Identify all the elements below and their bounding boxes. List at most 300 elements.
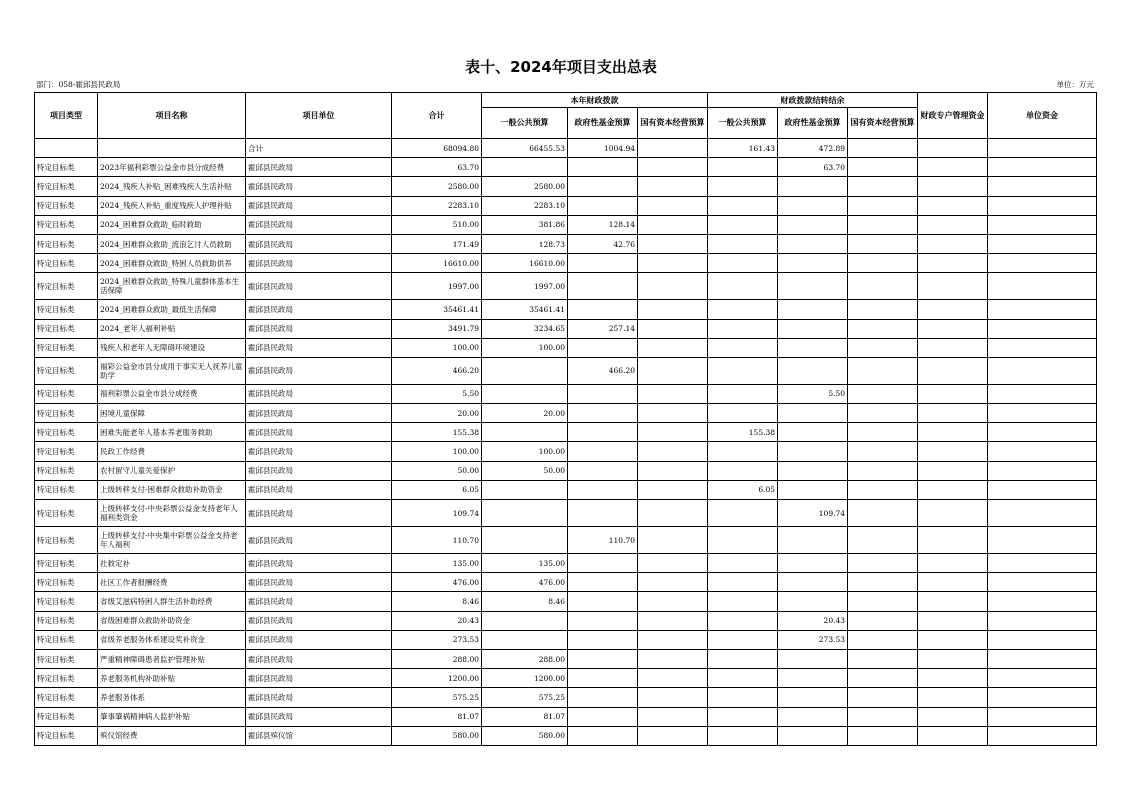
table-row: [35, 527, 1097, 554]
cell-carry-state-capital: [848, 480, 918, 499]
cell-total: 5.50: [392, 384, 482, 403]
cell-type: 特定目标类: [35, 669, 98, 688]
cell-carry-gov-fund: [778, 338, 848, 357]
cell-name: 省级困难群众救助补助资金: [98, 611, 246, 630]
cell-carry-general: [708, 338, 778, 357]
cell-general: 288.00: [482, 649, 568, 668]
cell-type: 特定目标类: [35, 573, 98, 592]
cell-carry-general: [708, 404, 778, 423]
cell-type: 特定目标类: [35, 726, 98, 745]
cell-special-mgmt: [918, 527, 988, 554]
table-row: [35, 554, 1097, 573]
cell-carry-gov-fund: [778, 215, 848, 234]
cell-org: 霍邱县民政局: [246, 423, 392, 442]
cell-type: 特定目标类: [35, 404, 98, 423]
cell-general: 2580.00: [482, 177, 568, 196]
cell-gov-fund: 110.70: [568, 527, 638, 554]
table-row: [35, 480, 1097, 499]
cell-state-capital: [638, 300, 708, 319]
cell-total: 155.38: [392, 423, 482, 442]
cell-carry-gov-fund: 63.70: [778, 158, 848, 177]
cell-state-capital: [638, 423, 708, 442]
cell-special-mgmt: [918, 461, 988, 480]
cell-state-capital: [638, 254, 708, 273]
cell-carry-general: [708, 554, 778, 573]
cell-carry-gov-fund: [778, 357, 848, 384]
total-special-mgmt: [918, 139, 988, 158]
cell-unit-fund: [988, 273, 1097, 300]
cell-general: 2283.10: [482, 196, 568, 215]
cell-carry-general: [708, 357, 778, 384]
cell-type: 特定目标类: [35, 611, 98, 630]
cell-carry-general: [708, 649, 778, 668]
cell-special-mgmt: [918, 357, 988, 384]
cell-org: 霍邱县民政局: [246, 158, 392, 177]
cell-type: 特定目标类: [35, 442, 98, 461]
cell-unit-fund: [988, 384, 1097, 403]
cell-carry-state-capital: [848, 254, 918, 273]
cell-unit-fund: [988, 726, 1097, 745]
cell-type: 特定目标类: [35, 630, 98, 649]
table-row: [35, 300, 1097, 319]
cell-org: 霍邱县民政局: [246, 554, 392, 573]
cell-state-capital: [638, 177, 708, 196]
cell-carry-gov-fund: 273.53: [778, 630, 848, 649]
cell-unit-fund: [988, 300, 1097, 319]
cell-carry-state-capital: [848, 404, 918, 423]
cell-unit-fund: [988, 554, 1097, 573]
cell-name: 2024_困难群众救助_特殊儿童群体基本生活保障: [98, 273, 246, 300]
cell-carry-state-capital: [848, 461, 918, 480]
cell-name: 2024_困难群众救助_最低生活保障: [98, 300, 246, 319]
cell-carry-state-capital: [848, 688, 918, 707]
cell-unit-fund: [988, 196, 1097, 215]
cell-general: [482, 480, 568, 499]
col-header-total: 合计: [392, 93, 482, 139]
group-header-current: 本年财政拨款: [482, 93, 708, 108]
cell-carry-state-capital: [848, 649, 918, 668]
cell-carry-state-capital: [848, 726, 918, 745]
cell-org: 霍邱县民政局: [246, 630, 392, 649]
cell-type: 特定目标类: [35, 649, 98, 668]
cell-name: 殡仪馆经费: [98, 726, 246, 745]
cell-general: 16610.00: [482, 254, 568, 273]
cell-special-mgmt: [918, 177, 988, 196]
cell-carry-general: [708, 442, 778, 461]
cell-special-mgmt: [918, 300, 988, 319]
cell-gov-fund: [568, 630, 638, 649]
cell-carry-state-capital: [848, 215, 918, 234]
unit-label: 单位：万元: [1056, 80, 1094, 89]
cell-special-mgmt: [918, 611, 988, 630]
cell-total: 20.43: [392, 611, 482, 630]
cell-carry-general: [708, 300, 778, 319]
cell-special-mgmt: [918, 338, 988, 357]
cell-unit-fund: [988, 611, 1097, 630]
header-row-1: [35, 93, 1097, 108]
cell-carry-gov-fund: [778, 177, 848, 196]
cell-gov-fund: [568, 423, 638, 442]
cell-carry-state-capital: [848, 630, 918, 649]
cell-unit-fund: [988, 688, 1097, 707]
col-header-state-capital: 国有资本经营预算: [638, 108, 708, 139]
total-total: 68094.80: [392, 139, 482, 158]
cell-special-mgmt: [918, 442, 988, 461]
cell-carry-state-capital: [848, 500, 918, 527]
table-row: [35, 338, 1097, 357]
cell-name: 严重精神障碍患者监护管理补贴: [98, 649, 246, 668]
cell-state-capital: [638, 649, 708, 668]
cell-org: 霍邱县民政局: [246, 573, 392, 592]
cell-unit-fund: [988, 707, 1097, 726]
cell-general: 100.00: [482, 338, 568, 357]
table-row: [35, 442, 1097, 461]
cell-carry-general: [708, 669, 778, 688]
table-row: [35, 234, 1097, 253]
cell-total: 100.00: [392, 338, 482, 357]
cell-state-capital: [638, 319, 708, 338]
cell-unit-fund: [988, 480, 1097, 499]
cell-gov-fund: [568, 649, 638, 668]
cell-name: 养老服务机构补助补贴: [98, 669, 246, 688]
cell-general: 476.00: [482, 573, 568, 592]
cell-total: 63.70: [392, 158, 482, 177]
total-state-capital: [638, 139, 708, 158]
cell-type: 特定目标类: [35, 273, 98, 300]
cell-carry-general: [708, 527, 778, 554]
cell-general: 81.07: [482, 707, 568, 726]
cell-name: 社区工作者报酬经费: [98, 573, 246, 592]
col-header-special-mgmt: 财政专户管理资金: [918, 93, 988, 139]
cell-state-capital: [638, 707, 708, 726]
cell-carry-gov-fund: [778, 726, 848, 745]
cell-carry-general: [708, 592, 778, 611]
cell-gov-fund: [568, 404, 638, 423]
cell-state-capital: [638, 384, 708, 403]
cell-general: 575.25: [482, 688, 568, 707]
cell-carry-general: [708, 254, 778, 273]
cell-org: 霍邱县民政局: [246, 338, 392, 357]
cell-unit-fund: [988, 215, 1097, 234]
cell-carry-gov-fund: [778, 649, 848, 668]
cell-carry-state-capital: [848, 423, 918, 442]
cell-carry-gov-fund: [778, 254, 848, 273]
cell-carry-state-capital: [848, 527, 918, 554]
cell-state-capital: [638, 442, 708, 461]
cell-org: 霍邱县民政局: [246, 688, 392, 707]
cell-total: 16610.00: [392, 254, 482, 273]
cell-org: 霍邱县民政局: [246, 384, 392, 403]
cell-state-capital: [638, 630, 708, 649]
cell-org: 霍邱县民政局: [246, 611, 392, 630]
cell-total: 466.20: [392, 357, 482, 384]
cell-special-mgmt: [918, 158, 988, 177]
cell-type: 特定目标类: [35, 254, 98, 273]
cell-carry-state-capital: [848, 234, 918, 253]
cell-carry-gov-fund: 20.43: [778, 611, 848, 630]
cell-special-mgmt: [918, 480, 988, 499]
cell-unit-fund: [988, 319, 1097, 338]
cell-general: [482, 611, 568, 630]
cell-name: 福彩公益金市县分成用于事实无人抚养儿童助学: [98, 357, 246, 384]
cell-special-mgmt: [918, 234, 988, 253]
cell-carry-general: [708, 688, 778, 707]
cell-total: 3491.79: [392, 319, 482, 338]
cell-type: 特定目标类: [35, 384, 98, 403]
cell-type: 特定目标类: [35, 234, 98, 253]
cell-carry-state-capital: [848, 300, 918, 319]
cell-unit-fund: [988, 630, 1097, 649]
cell-type: 特定目标类: [35, 319, 98, 338]
cell-org: 霍邱县民政局: [246, 215, 392, 234]
total-carry-general: 161.43: [708, 139, 778, 158]
table-row: [35, 404, 1097, 423]
cell-name: 省级艾滋病特困人群生活补助经费: [98, 592, 246, 611]
cell-name: 2024_困难群众救助_特困人员救助供养: [98, 254, 246, 273]
cell-gov-fund: [568, 554, 638, 573]
cell-name: 2023年福利彩票公益金市县分成经费: [98, 158, 246, 177]
cell-carry-state-capital: [848, 669, 918, 688]
cell-total: 510.00: [392, 215, 482, 234]
cell-carry-state-capital: [848, 357, 918, 384]
cell-total: 135.00: [392, 554, 482, 573]
cell-unit-fund: [988, 234, 1097, 253]
cell-general: 381.86: [482, 215, 568, 234]
cell-special-mgmt: [918, 423, 988, 442]
cell-state-capital: [638, 196, 708, 215]
cell-special-mgmt: [918, 384, 988, 403]
total-name: [98, 139, 246, 158]
cell-state-capital: [638, 592, 708, 611]
cell-unit-fund: [988, 649, 1097, 668]
cell-special-mgmt: [918, 196, 988, 215]
cell-carry-general: [708, 196, 778, 215]
cell-name: 农村留守儿童关爱保护: [98, 461, 246, 480]
cell-carry-general: [708, 630, 778, 649]
cell-org: 霍邱县民政局: [246, 649, 392, 668]
cell-name: 养老服务体系: [98, 688, 246, 707]
cell-special-mgmt: [918, 273, 988, 300]
cell-general: [482, 527, 568, 554]
cell-state-capital: [638, 338, 708, 357]
cell-state-capital: [638, 158, 708, 177]
cell-carry-general: [708, 273, 778, 300]
table-row: [35, 500, 1097, 527]
department-label: 部门：058-霍邱县民政局: [36, 80, 121, 89]
table-row: [35, 423, 1097, 442]
cell-name: 上级转移支付-困难群众救助补助资金: [98, 480, 246, 499]
cell-gov-fund: [568, 384, 638, 403]
cell-carry-general: [708, 319, 778, 338]
cell-name: 困难失能老年人基本养老服务救助: [98, 423, 246, 442]
cell-gov-fund: 128.14: [568, 215, 638, 234]
group-header-carry: 财政拨款结转结余: [708, 93, 918, 108]
cell-type: 特定目标类: [35, 461, 98, 480]
cell-unit-fund: [988, 500, 1097, 527]
table-row: [35, 669, 1097, 688]
cell-total: 1200.00: [392, 669, 482, 688]
cell-general: 3234.65: [482, 319, 568, 338]
cell-unit-fund: [988, 442, 1097, 461]
cell-type: 特定目标类: [35, 300, 98, 319]
cell-carry-state-capital: [848, 592, 918, 611]
cell-carry-general: [708, 611, 778, 630]
cell-gov-fund: [568, 480, 638, 499]
cell-unit-fund: [988, 177, 1097, 196]
cell-org: 霍邱县殡仪馆: [246, 726, 392, 745]
cell-unit-fund: [988, 592, 1097, 611]
cell-gov-fund: [568, 338, 638, 357]
cell-gov-fund: [568, 707, 638, 726]
table-row: [35, 273, 1097, 300]
table-row: [35, 384, 1097, 403]
cell-carry-general: 6.05: [708, 480, 778, 499]
cell-name: 省级养老服务体系建设奖补资金: [98, 630, 246, 649]
cell-name: 2024_困难群众救助_临时救助: [98, 215, 246, 234]
cell-total: 20.00: [392, 404, 482, 423]
cell-unit-fund: [988, 254, 1097, 273]
cell-unit-fund: [988, 357, 1097, 384]
cell-general: 8.46: [482, 592, 568, 611]
cell-total: 2580.00: [392, 177, 482, 196]
cell-type: 特定目标类: [35, 592, 98, 611]
cell-general: 1200.00: [482, 669, 568, 688]
cell-org: 霍邱县民政局: [246, 300, 392, 319]
col-header-org: 项目单位: [246, 93, 392, 139]
cell-total: 50.00: [392, 461, 482, 480]
cell-name: 上级转移支付-中央彩票公益金支持老年人福利类资金: [98, 500, 246, 527]
cell-total: 6.05: [392, 480, 482, 499]
cell-general: [482, 158, 568, 177]
cell-carry-gov-fund: [778, 573, 848, 592]
cell-carry-general: [708, 215, 778, 234]
cell-general: [482, 423, 568, 442]
cell-special-mgmt: [918, 404, 988, 423]
cell-gov-fund: [568, 500, 638, 527]
table-row: [35, 158, 1097, 177]
cell-type: 特定目标类: [35, 177, 98, 196]
col-header-carry-gov-fund: 政府性基金预算: [778, 108, 848, 139]
cell-special-mgmt: [918, 707, 988, 726]
cell-state-capital: [638, 688, 708, 707]
table-row: [35, 254, 1097, 273]
cell-carry-general: [708, 726, 778, 745]
cell-total: 1997.00: [392, 273, 482, 300]
cell-special-mgmt: [918, 592, 988, 611]
cell-gov-fund: [568, 611, 638, 630]
col-header-carry-state-capital: 国有资本经营预算: [848, 108, 918, 139]
cell-org: 霍邱县民政局: [246, 707, 392, 726]
cell-special-mgmt: [918, 573, 988, 592]
cell-carry-gov-fund: [778, 461, 848, 480]
cell-carry-general: [708, 234, 778, 253]
cell-org: 霍邱县民政局: [246, 669, 392, 688]
cell-gov-fund: [568, 196, 638, 215]
cell-type: 特定目标类: [35, 215, 98, 234]
cell-name: 福利彩票公益金市县分成经费: [98, 384, 246, 403]
cell-type: 特定目标类: [35, 554, 98, 573]
cell-carry-general: [708, 158, 778, 177]
cell-org: 霍邱县民政局: [246, 319, 392, 338]
cell-special-mgmt: [918, 215, 988, 234]
cell-name: 2024_残疾人补贴_重度残疾人护理补贴: [98, 196, 246, 215]
cell-carry-gov-fund: [778, 554, 848, 573]
cell-total: 100.00: [392, 442, 482, 461]
cell-carry-state-capital: [848, 177, 918, 196]
cell-name: 肇事肇祸精神病人监护补贴: [98, 707, 246, 726]
table-row: [35, 726, 1097, 745]
cell-gov-fund: [568, 158, 638, 177]
cell-total: 110.70: [392, 527, 482, 554]
cell-unit-fund: [988, 338, 1097, 357]
cell-unit-fund: [988, 404, 1097, 423]
cell-carry-gov-fund: [778, 196, 848, 215]
cell-general: [482, 500, 568, 527]
cell-state-capital: [638, 357, 708, 384]
cell-unit-fund: [988, 423, 1097, 442]
cell-general: 580.00: [482, 726, 568, 745]
cell-org: 霍邱县民政局: [246, 442, 392, 461]
total-carry-gov-fund: 472.89: [778, 139, 848, 158]
table-row: [35, 357, 1097, 384]
col-header-carry-general: 一般公共预算: [708, 108, 778, 139]
cell-carry-general: [708, 573, 778, 592]
cell-carry-state-capital: [848, 554, 918, 573]
cell-gov-fund: [568, 254, 638, 273]
cell-org: 霍邱县民政局: [246, 196, 392, 215]
cell-name: 社救定补: [98, 554, 246, 573]
cell-name: 上级转移支付-中央集中彩票公益金支持老年人福利: [98, 527, 246, 554]
table-row: [35, 573, 1097, 592]
cell-carry-gov-fund: [778, 300, 848, 319]
cell-general: 20.00: [482, 404, 568, 423]
table-row: [35, 707, 1097, 726]
cell-total: 575.25: [392, 688, 482, 707]
cell-gov-fund: [568, 273, 638, 300]
cell-type: 特定目标类: [35, 500, 98, 527]
cell-carry-gov-fund: 5.50: [778, 384, 848, 403]
total-label: 合计: [246, 139, 392, 158]
cell-name: 2024_老年人福利补贴: [98, 319, 246, 338]
cell-name: 民政工作经费: [98, 442, 246, 461]
cell-special-mgmt: [918, 726, 988, 745]
cell-state-capital: [638, 573, 708, 592]
cell-special-mgmt: [918, 649, 988, 668]
cell-carry-state-capital: [848, 319, 918, 338]
cell-type: 特定目标类: [35, 357, 98, 384]
cell-type: 特定目标类: [35, 196, 98, 215]
cell-type: 特定目标类: [35, 707, 98, 726]
total-row: [35, 139, 1097, 158]
cell-general: 50.00: [482, 461, 568, 480]
cell-carry-general: [708, 384, 778, 403]
cell-carry-general: [708, 500, 778, 527]
table-row: [35, 649, 1097, 668]
total-carry-state-capital: [848, 139, 918, 158]
cell-total: 580.00: [392, 726, 482, 745]
cell-total: 8.46: [392, 592, 482, 611]
table-row: [35, 177, 1097, 196]
table-body: [35, 139, 1097, 746]
cell-general: 1997.00: [482, 273, 568, 300]
total-type: [35, 139, 98, 158]
cell-general: 100.00: [482, 442, 568, 461]
table-row: [35, 630, 1097, 649]
cell-state-capital: [638, 404, 708, 423]
cell-general: [482, 630, 568, 649]
cell-special-mgmt: [918, 319, 988, 338]
cell-carry-general: [708, 707, 778, 726]
